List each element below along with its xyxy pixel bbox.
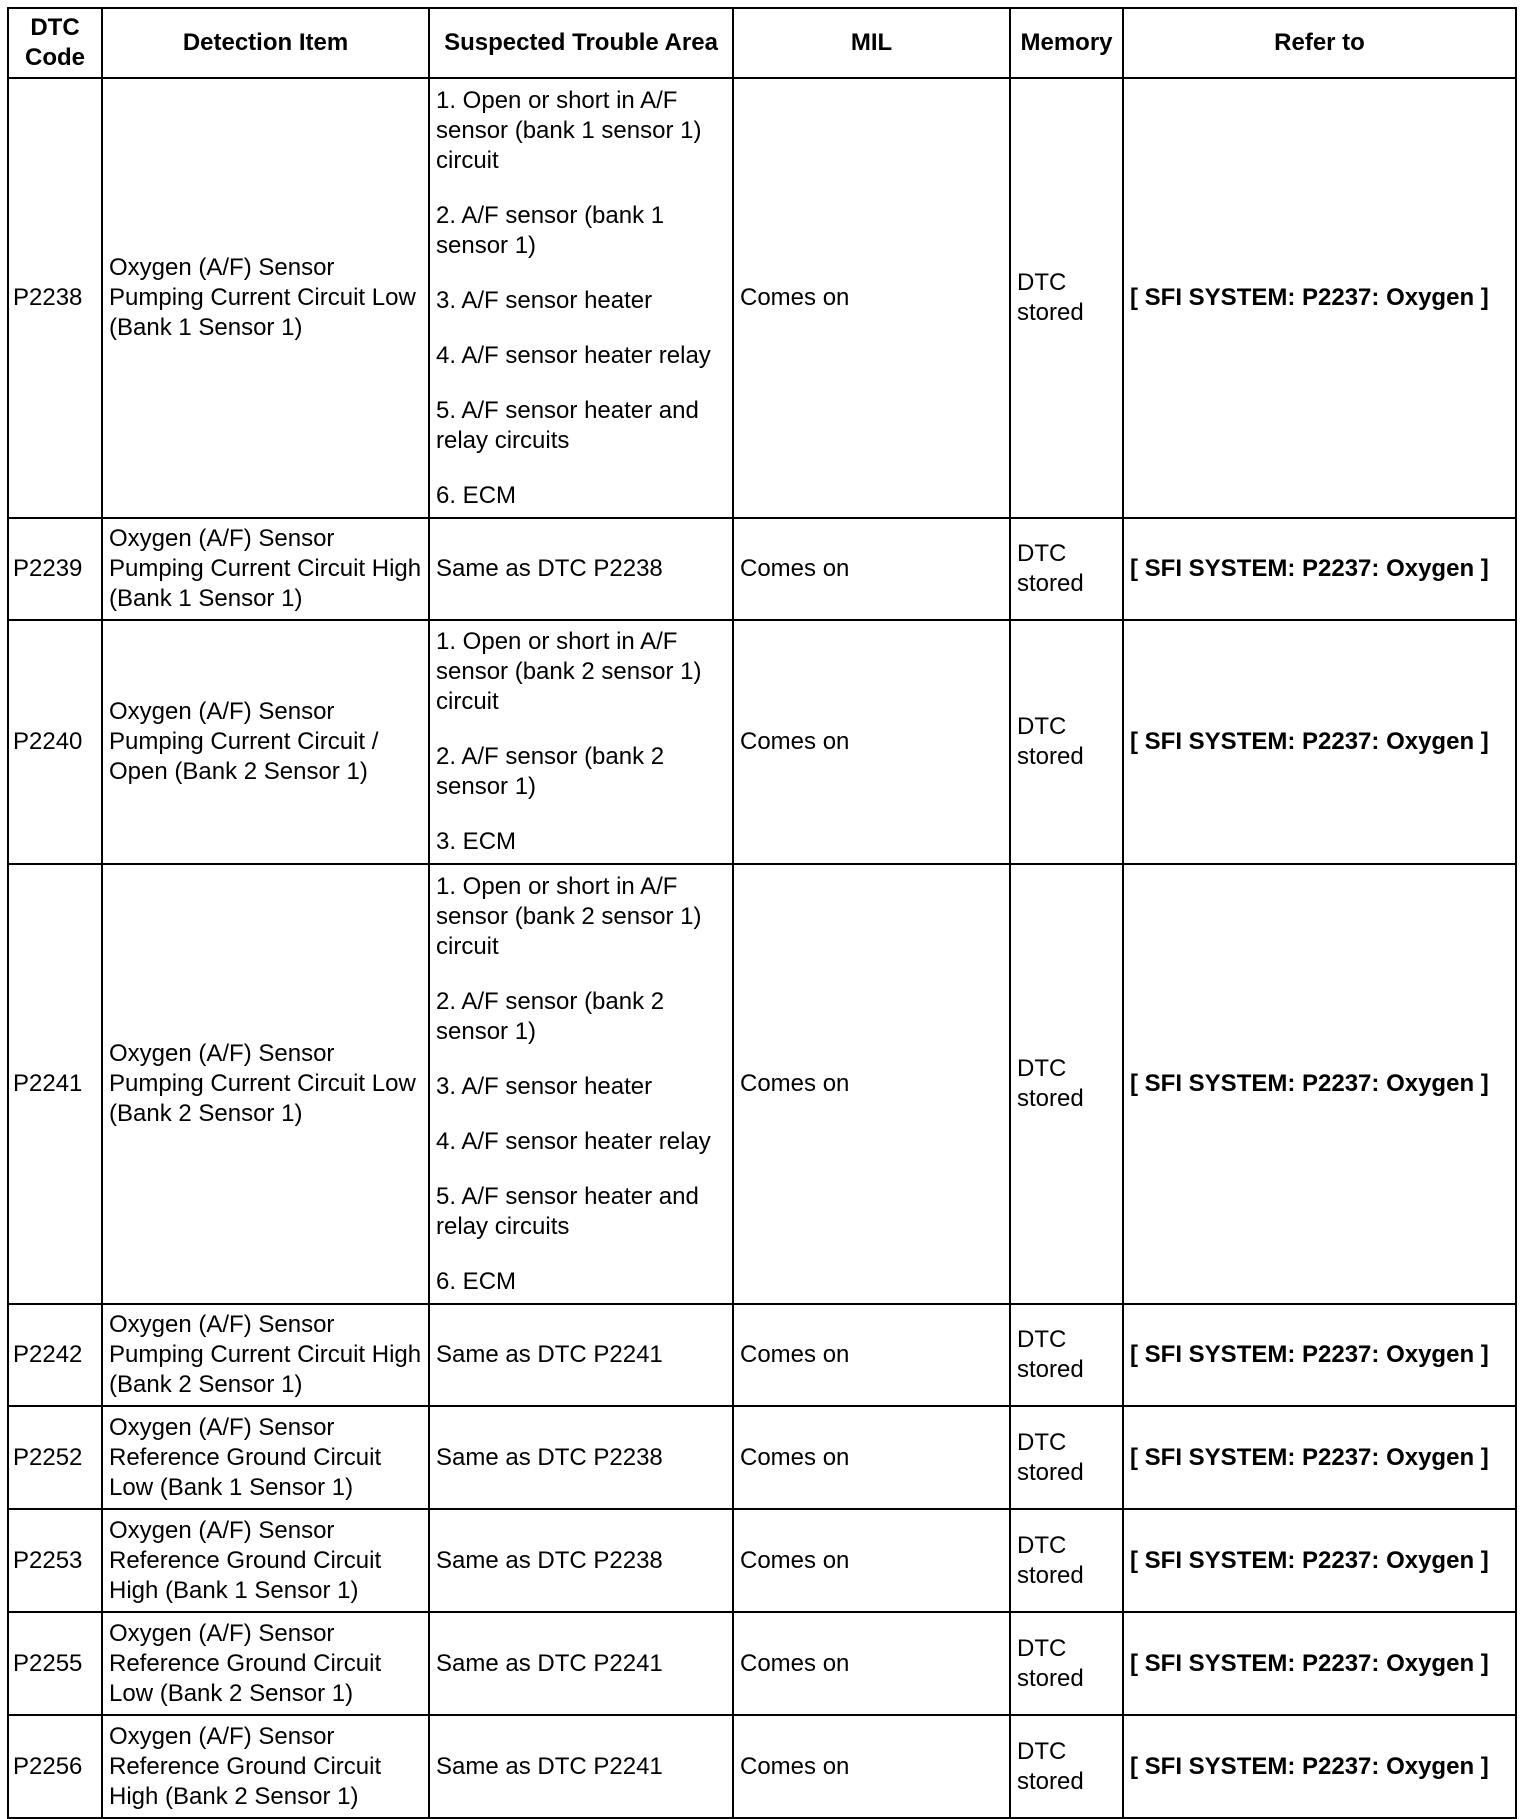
table-header	[8, 8, 1516, 78]
trouble-area-item: 2. A/F sensor (bank 1 sensor 1)	[436, 201, 665, 259]
memory-status: DTC stored	[1010, 1715, 1123, 1818]
trouble-area-item: Same as DTC P2238	[436, 1443, 663, 1471]
trouble-area-item: Same as DTC P2241	[436, 1649, 663, 1677]
detection-item: Oxygen (A/F) Sensor Pumping Current Circuit Low (Bank 1 Sensor 1)	[102, 78, 429, 518]
dtc-code: P2256	[8, 1715, 102, 1818]
mil-status: Comes on	[733, 1509, 1010, 1612]
suspected-trouble-area	[429, 1406, 733, 1509]
memory-status: DTC stored	[1010, 518, 1123, 620]
mil-status: Comes on	[733, 1715, 1010, 1818]
detection-item: Oxygen (A/F) Sensor Reference Ground Circuit Low (Bank 1 Sensor 1)	[102, 1406, 429, 1509]
refer-to-link[interactable]: [ SFI SYSTEM: P2237: Oxygen ]	[1123, 1715, 1516, 1818]
trouble-area-item: 2. A/F sensor (bank 2 sensor 1)	[436, 987, 665, 1045]
detection-item: Oxygen (A/F) Sensor Pumping Current Circuit High (Bank 2 Sensor 1)	[102, 1304, 429, 1406]
trouble-area-item: Same as DTC P2241	[436, 1752, 663, 1780]
memory-status: DTC stored	[1010, 620, 1123, 864]
mil-status: Comes on	[733, 1304, 1010, 1406]
trouble-area-item: 6. ECM	[436, 481, 517, 509]
mil-status: Comes on	[733, 1612, 1010, 1715]
trouble-area-item: Same as DTC P2241	[436, 1341, 663, 1368]
mil-status: Comes on	[733, 620, 1010, 864]
table-row	[8, 620, 1516, 864]
table-row	[8, 1612, 1516, 1715]
refer-to-link[interactable]: [ SFI SYSTEM: P2237: Oxygen ]	[1123, 78, 1516, 518]
suspected-trouble-area	[429, 620, 733, 864]
suspected-trouble-area	[429, 1509, 733, 1612]
dtc-code: P2255	[8, 1612, 102, 1715]
suspected-trouble-area	[429, 864, 733, 1304]
refer-to-link[interactable]: [ SFI SYSTEM: P2237: Oxygen ]	[1123, 864, 1516, 1304]
memory-status: DTC stored	[1010, 864, 1123, 1304]
memory-status: DTC stored	[1010, 1304, 1123, 1406]
dtc-code: P2238	[8, 78, 102, 518]
trouble-area-item: 2. A/F sensor (bank 2 sensor 1)	[436, 743, 665, 800]
dtc-code: P2240	[8, 620, 102, 864]
header-suspected-trouble-area: Suspected Trouble Area	[429, 8, 733, 78]
memory-status: DTC stored	[1010, 1406, 1123, 1509]
trouble-area-item: 3. A/F sensor heater	[436, 286, 653, 314]
header-mil: MIL	[733, 8, 1010, 78]
table-row	[8, 78, 1516, 518]
dtc-code: P2253	[8, 1509, 102, 1612]
suspected-trouble-area	[429, 78, 733, 518]
trouble-area-item: Same as DTC P2238	[436, 555, 663, 582]
trouble-area-item: 4. A/F sensor heater relay	[436, 1127, 711, 1155]
detection-item: Oxygen (A/F) Sensor Pumping Current Circuit High (Bank 1 Sensor 1)	[102, 518, 429, 620]
trouble-area-item: 3. A/F sensor heater	[436, 1072, 653, 1100]
trouble-area-item: Same as DTC P2238	[436, 1546, 663, 1574]
suspected-trouble-area	[429, 1612, 733, 1715]
mil-status: Comes on	[733, 78, 1010, 518]
table-row	[8, 1509, 1516, 1612]
dtc-code: P2252	[8, 1406, 102, 1509]
dtc-code: P2241	[8, 864, 102, 1304]
suspected-trouble-area	[429, 1304, 733, 1406]
suspected-trouble-area	[429, 1715, 733, 1818]
table-row	[8, 1406, 1516, 1509]
refer-to-link[interactable]: [ SFI SYSTEM: P2237: Oxygen ]	[1123, 1612, 1516, 1715]
table-row	[8, 518, 1516, 620]
trouble-area-item: 1. Open or short in A/F sensor (bank 1 sensor 1) circuit	[436, 86, 702, 174]
header-refer-to: Refer to	[1123, 8, 1516, 78]
header-dtc-code: DTC Code	[8, 8, 102, 78]
header-memory: Memory	[1010, 8, 1123, 78]
trouble-area-item: 5. A/F sensor heater and relay circuits	[436, 1182, 699, 1240]
refer-to-link[interactable]: [ SFI SYSTEM: P2237: Oxygen ]	[1123, 518, 1516, 620]
trouble-area-item: 1. Open or short in A/F sensor (bank 2 sensor 1) circuit	[436, 628, 702, 715]
trouble-area-item: 3. ECM	[436, 828, 517, 855]
dtc-code: P2242	[8, 1304, 102, 1406]
suspected-trouble-area	[429, 518, 733, 620]
refer-to-link[interactable]: [ SFI SYSTEM: P2237: Oxygen ]	[1123, 620, 1516, 864]
detection-item: Oxygen (A/F) Sensor Pumping Current Circuit Low (Bank 2 Sensor 1)	[102, 864, 429, 1304]
trouble-area-item: 6. ECM	[436, 1267, 517, 1295]
table-body	[8, 78, 1516, 1818]
dtc-table	[7, 7, 1517, 1819]
mil-status: Comes on	[733, 864, 1010, 1304]
table-row	[8, 864, 1516, 1304]
detection-item: Oxygen (A/F) Sensor Pumping Current Circuit / Open (Bank 2 Sensor 1)	[102, 620, 429, 864]
detection-item: Oxygen (A/F) Sensor Reference Ground Circuit High (Bank 2 Sensor 1)	[102, 1715, 429, 1818]
detection-item: Oxygen (A/F) Sensor Reference Ground Circuit Low (Bank 2 Sensor 1)	[102, 1612, 429, 1715]
mil-status: Comes on	[733, 518, 1010, 620]
dtc-code: P2239	[8, 518, 102, 620]
memory-status: DTC stored	[1010, 78, 1123, 518]
refer-to-link[interactable]: [ SFI SYSTEM: P2237: Oxygen ]	[1123, 1509, 1516, 1612]
header-row	[8, 8, 1516, 78]
refer-to-link[interactable]: [ SFI SYSTEM: P2237: Oxygen ]	[1123, 1406, 1516, 1509]
mil-status: Comes on	[733, 1406, 1010, 1509]
header-detection-item: Detection Item	[102, 8, 429, 78]
table-row	[8, 1304, 1516, 1406]
table-row	[8, 1715, 1516, 1818]
memory-status: DTC stored	[1010, 1612, 1123, 1715]
trouble-area-item: 1. Open or short in A/F sensor (bank 2 sensor 1) circuit	[436, 872, 702, 960]
refer-to-link[interactable]: [ SFI SYSTEM: P2237: Oxygen ]	[1123, 1304, 1516, 1406]
memory-status: DTC stored	[1010, 1509, 1123, 1612]
detection-item: Oxygen (A/F) Sensor Reference Ground Circuit High (Bank 1 Sensor 1)	[102, 1509, 429, 1612]
trouble-area-item: 5. A/F sensor heater and relay circuits	[436, 396, 699, 454]
trouble-area-item: 4. A/F sensor heater relay	[436, 341, 711, 369]
